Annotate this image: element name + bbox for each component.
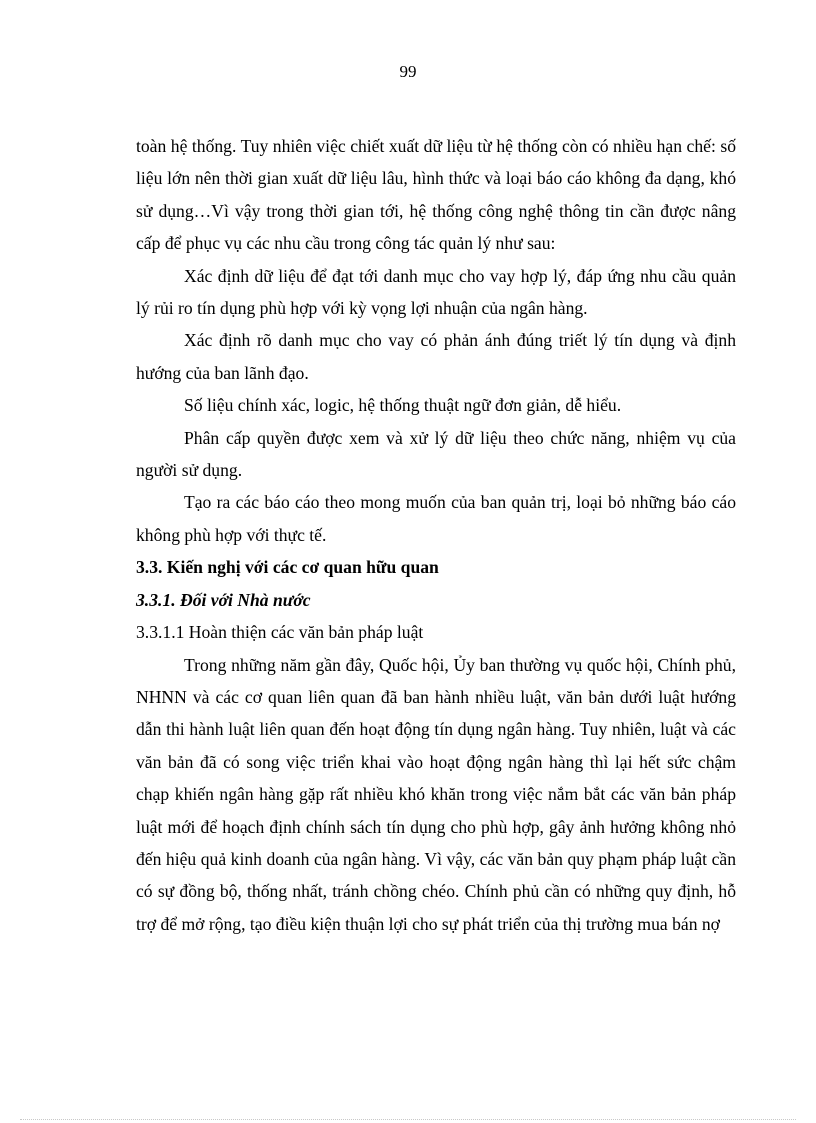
paragraph: Tạo ra các báo cáo theo mong muốn của ban quản trị, loại bỏ những báo cáo không phù hợp với thực tế.	[136, 492, 736, 545]
page-number: 99	[399, 62, 417, 81]
paragraph: Phân cấp quyền được xem và xử lý dữ liệu theo chức năng, nhiệm vụ của người sử dụng.	[136, 427, 736, 481]
subsection-heading: 3.3.1. Đối với Nhà nước	[136, 589, 311, 610]
paragraph: Số liệu chính xác, logic, hệ thống thuật ngữ đơn giản, dễ hiểu.	[184, 395, 622, 416]
section-heading: 3.3. Kiến nghị với các cơ quan hữu quan	[136, 557, 439, 578]
paragraph: Xác định rõ danh mục cho vay có phản ánh đúng triết lý tín dụng và định hướng của ban lãnh đạo.	[136, 330, 736, 383]
paragraph: Trong những năm gần đây, Quốc hội, Ủy ban thường vụ quốc hội, Chính phủ, NHNN và các cơ quan liên quan đã ban hành nhiều luật, văn bản dưới luật hướng dẫn thi hành luật liên quan đến hoạt động tín dụng ngân hàng. Tuy nhiên, luật và các văn bản đã có song việc triển khai vào hoạt động ngân hàng thì lại hết sức chậm chạp khiến ngân hàng gặp rất nhiều khó khăn trong việc nắm bắt các văn bản pháp luật mới để hoạch định chính sách tín dụng cho phù hợp, gây ảnh hưởng không nhỏ đến hiệu quả kinh doanh của ngân hàng. Vì vậy, các văn bản quy phạm pháp luật cần có sự đồng bộ, thống nhất, tránh chồng chéo. Chính phủ cần có những quy định, hỗ trợ để mở rộng, tạo điều kiện thuận lợi cho sự phát triển của thị trường mua bán nợ	[136, 654, 736, 934]
paragraph: Xác định dữ liệu để đạt tới danh mục cho vay hợp lý, đáp ứng nhu cầu quản lý rủi ro tín dụng phù hợp với kỳ vọng lợi nhuận của ngân hàng.	[136, 265, 736, 319]
page-bottom-border	[20, 1119, 796, 1120]
subsubsection-heading: 3.3.1.1 Hoàn thiện các văn bản pháp luật	[136, 622, 424, 643]
document-body	[136, 130, 736, 940]
paragraph: toàn hệ thống. Tuy nhiên việc chiết xuất dữ liệu từ hệ thống còn có nhiều hạn chế: số liệu lớn nên thời gian xuất dữ liệu lâu, hình thức và loại báo cáo không đa dạng, khó sử dụng…Vì vậy trong thời gian tới, hệ thống công nghệ thông tin cần được nâng cấp để phục vụ các nhu cầu trong công tác quản lý như sau:	[136, 136, 736, 254]
